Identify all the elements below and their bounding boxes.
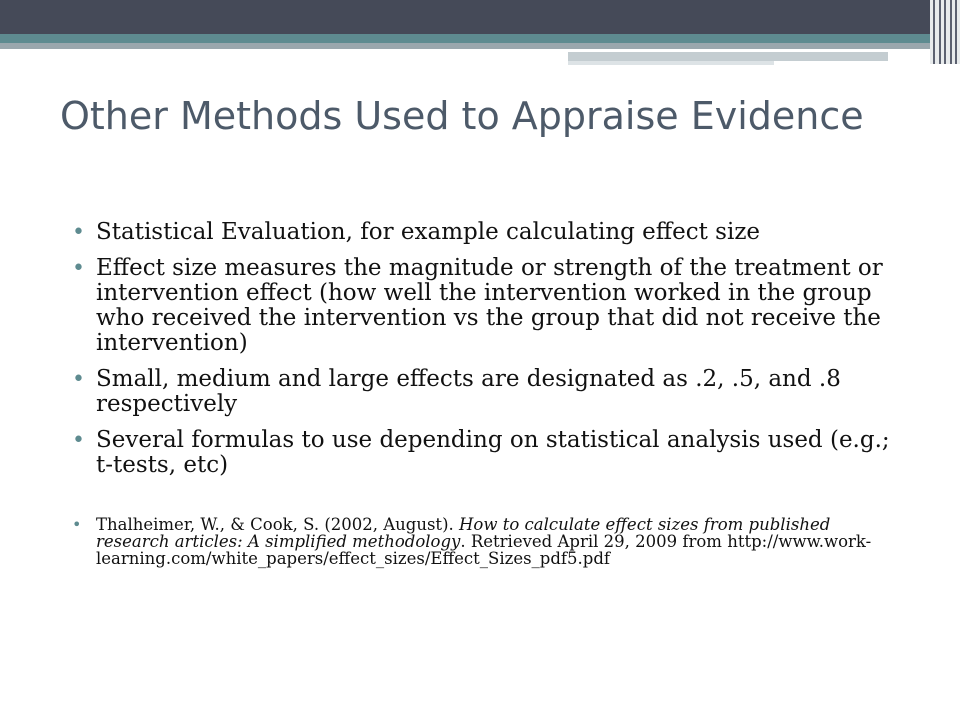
reference-title: How to calculate effect sizes from published research articles: A simplified methodology (96, 515, 831, 551)
reference-citation (72, 516, 902, 567)
slide-title: Other Methods Used to Appraise Evidence (60, 94, 864, 138)
bullet-item: • Effect size measures the magnitude or strength of the treatment or intervention effect (how well the intervention worked in the group who received the intervention vs the group that did not receive the intervention) (72, 256, 902, 356)
bullet-item: • Statistical Evaluation, for example calculating effect size (72, 220, 902, 245)
header-gray-strip (0, 43, 960, 49)
bullet-item: • Small, medium and large effects are designated as .2, .5, and .8 respectively (72, 367, 902, 417)
bullet-list (72, 220, 902, 567)
reference-authors: Thalheimer, W., & Cook, S. (2002, August). (96, 515, 459, 534)
header-accent-strip (0, 34, 960, 43)
header-band (0, 0, 960, 34)
reference-retrieval: . Retrieved April 29, 2009 from http://www.work-learning.com/white_papers/effect_sizes/Effect_Sizes_pdf5.pdf (96, 532, 872, 568)
header-stub-bar-small (568, 61, 774, 65)
header-stub-bar (568, 52, 888, 61)
corner-stripes (930, 0, 960, 64)
bullet-item: • Several formulas to use depending on statistical analysis used (e.g.; t-tests, etc) (72, 428, 902, 478)
